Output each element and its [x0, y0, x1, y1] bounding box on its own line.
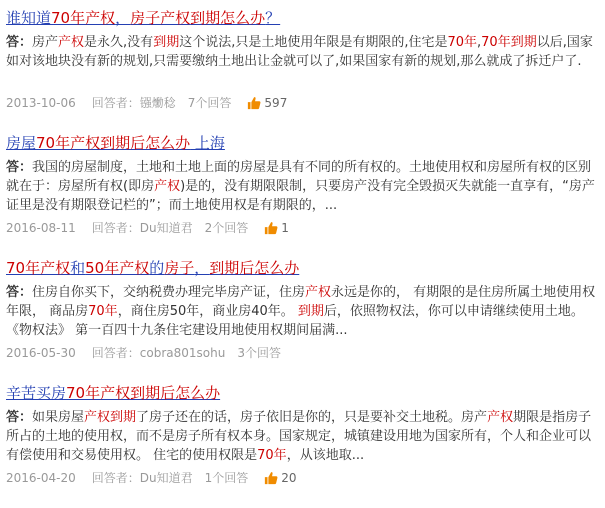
answer-segment: 产权到期 — [84, 410, 137, 425]
like-count: 20 — [281, 471, 297, 485]
like-button[interactable] — [264, 219, 301, 237]
result-meta — [6, 94, 597, 112]
answerer-label: 回答者： — [91, 346, 140, 360]
answerer-label: 回答者： — [91, 221, 140, 235]
title-segment: ， — [194, 259, 210, 277]
answer-snippet — [6, 408, 597, 466]
answer-segment: 产权 — [154, 179, 181, 194]
like-button[interactable] — [247, 94, 299, 112]
answer-segment: 我国的房屋制度，土地和土地上面的房屋是具有不同的所有权的。土地使用权和房屋所有权的区别就在于：房屋所有权(即房 — [6, 160, 592, 194]
thumbs-up-icon — [247, 96, 261, 110]
answer-label: 答： — [6, 35, 33, 50]
answer-segment: , — [477, 35, 482, 50]
like-count: 597 — [264, 96, 288, 110]
answer-segment: 到期 — [297, 304, 324, 319]
title-segment: 房子 — [164, 259, 195, 277]
answer-date: 2016-05-30 — [6, 346, 76, 360]
title-segment: 房子产权 — [130, 9, 191, 27]
answer-label: 答： — [6, 410, 33, 425]
answer-segment: 了房子还在的话，房子依旧是你的，只是要补交土地税。房产 — [136, 410, 488, 425]
answer-segment: 后，依照物权法，你可以申请继续使用土地。《物权法》 第一百四十九条住宅建设用地使用权期间届满... — [6, 304, 584, 338]
answer-segment: )是的，没有期限限制，只要房产没有完全毁损灭失就能一直享有，“房产证里是没有期限登记栏的”；而土地使用权是有期限的，... — [6, 179, 595, 213]
answer-segment: 产权 — [487, 410, 514, 425]
result-title-link[interactable] — [6, 381, 597, 405]
answerer-name[interactable]: Du知道君 — [139, 221, 193, 235]
answer-snippet — [6, 283, 597, 341]
answer-segment: 70年 — [257, 448, 287, 463]
answer-count[interactable]: 2个回答 — [204, 221, 249, 235]
answer-date: 2013-10-06 — [6, 96, 76, 110]
like-count: 1 — [281, 221, 289, 235]
answer-label: 答： — [6, 160, 33, 175]
answerer-name[interactable]: 镪爋稔 — [139, 96, 176, 110]
title-segment: 到期后怎么办 — [209, 259, 300, 277]
title-segment: 到期怎么办 — [190, 9, 266, 27]
title-segment: 和 — [70, 259, 86, 277]
result-item — [6, 6, 597, 131]
answerer-name[interactable]: Du知道君 — [139, 471, 193, 485]
answer-segment: 产权 — [58, 35, 85, 50]
answer-segment: 房产 — [32, 35, 59, 50]
answer-segment: 产权 — [305, 285, 332, 300]
result-item — [6, 381, 597, 506]
result-title-link[interactable] — [6, 256, 597, 280]
title-segment: ？ — [265, 9, 281, 27]
result-item — [6, 131, 597, 256]
result-meta — [6, 469, 597, 487]
answer-segment: 是永久,没有 — [84, 35, 154, 50]
result-title-link[interactable] — [6, 131, 597, 155]
title-segment: 70年产权 — [51, 9, 116, 27]
answer-date: 2016-08-11 — [6, 221, 76, 235]
answerer-label: 回答者： — [91, 471, 140, 485]
answer-label: 答： — [6, 285, 33, 300]
title-segment: 谁知道 — [6, 9, 52, 27]
answer-segment: 70年 — [447, 35, 478, 50]
answer-segment: ，商住房50年，商业房40年。 — [117, 304, 298, 319]
result-meta — [6, 344, 597, 362]
title-segment: 50年产权 — [85, 259, 150, 277]
title-segment: 上海 — [190, 134, 225, 152]
thumbs-up-icon — [264, 471, 278, 485]
answer-segment: 如果房屋 — [32, 410, 85, 425]
title-segment: 70年产权到期后怎么办 — [66, 384, 221, 402]
answer-count[interactable]: 3个回答 — [237, 346, 281, 360]
answer-segment: ，从该地取... — [286, 448, 365, 463]
result-item — [6, 256, 597, 381]
thumbs-up-icon — [264, 221, 278, 235]
title-segment: ， — [115, 9, 131, 27]
answer-segment: 到期 — [153, 35, 180, 50]
answer-segment: 期限是指房子所占的土地的使用权，而不是房子所有权本身。国家规定，城镇建设用地为国家所有，个人和企业可以有偿使用和交易使用权。 住宅的使用权限是 — [6, 410, 592, 463]
answer-segment: 70年到期 — [481, 35, 537, 50]
title-segment: 的 — [149, 259, 165, 277]
title-segment: 房屋 — [6, 134, 37, 152]
answer-segment: 住房自你买下，交纳税费办理完毕房产证，住房 — [32, 285, 306, 300]
result-meta — [6, 219, 597, 237]
title-segment: 辛苦买房 — [6, 384, 67, 402]
answer-segment: 70年 — [88, 304, 118, 319]
answer-segment: 以后,国家如对该地块没有新的规划,只需要缴纳土地出让金就可以了,如果国家有新的规划,那么就成了拆迁户了. — [6, 35, 593, 69]
answer-snippet — [6, 33, 597, 91]
answerer-label: 回答者： — [91, 96, 140, 110]
title-segment: 70年产权 — [6, 259, 71, 277]
answer-segment: 这个说法,只是土地使用年限是有期限的,住宅是 — [179, 35, 448, 50]
result-title-link[interactable] — [6, 6, 597, 30]
answer-segment: 永远是你的， 有期限的是住房所属土地使用权年限， 商品房 — [6, 285, 596, 319]
title-segment: 70年产权到期后怎么办 — [36, 134, 191, 152]
answer-snippet — [6, 158, 597, 216]
like-button[interactable] — [264, 469, 308, 487]
answer-date: 2016-04-20 — [6, 471, 76, 485]
answer-count[interactable]: 1个回答 — [204, 471, 249, 485]
answer-count[interactable]: 7个回答 — [187, 96, 232, 110]
answerer-name[interactable]: cobra801sohu — [139, 346, 226, 360]
